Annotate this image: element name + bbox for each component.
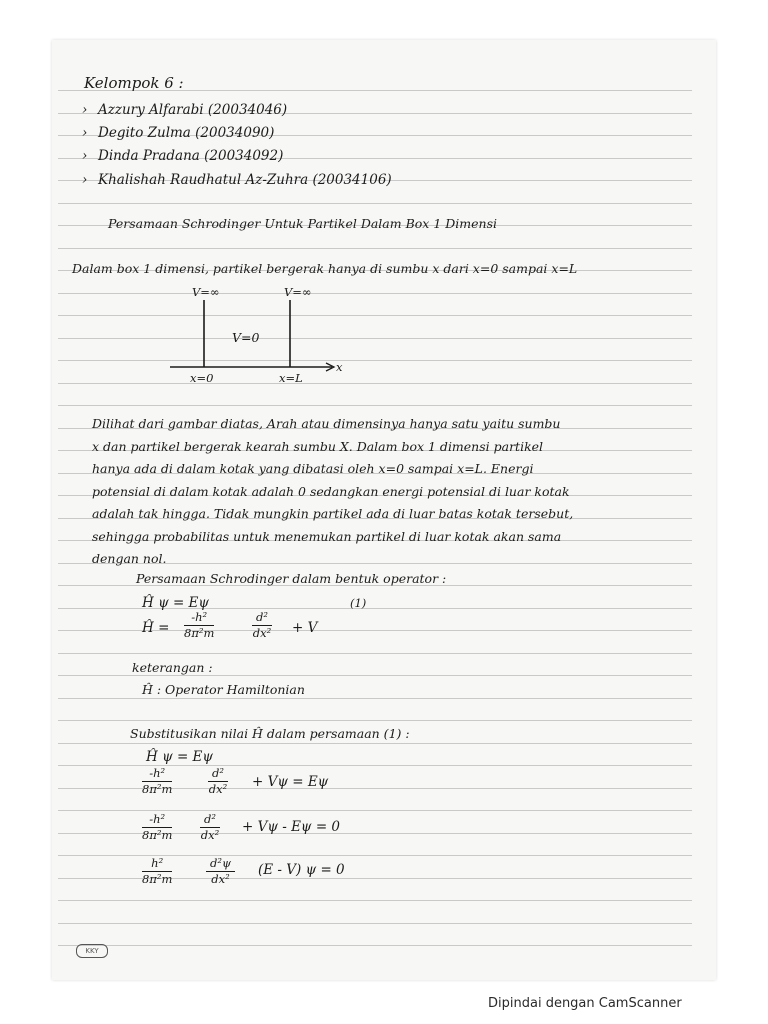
hamiltonian-lhs: Ĥ = [142, 620, 170, 636]
operator-heading: Persamaan Schrodinger dalam bentuk operator : [136, 571, 447, 586]
ruled-line [58, 315, 692, 316]
ruled-line [58, 945, 692, 946]
note-text: Ĥ : Operator Hamiltonian [142, 682, 305, 697]
inside-potential-label: V=0 [232, 330, 260, 345]
step-2-derivative-numerator: d² [208, 768, 228, 782]
left-tick-label: x=0 [190, 371, 214, 385]
right-wall-label: V=∞ [284, 285, 312, 299]
note-label: keterangan : [132, 660, 213, 675]
member-2: Degito Zulma (20034090) [98, 125, 275, 141]
explanation-line-5: adalah tak hingga. Tidak mungkin partikel ada di luar batas kotak tersebut, [92, 506, 574, 521]
step-4-derivative [206, 858, 235, 885]
step-4-tail: (E - V) ψ = 0 [258, 862, 345, 878]
derivative-numerator: d² [252, 612, 272, 626]
equation-1-ref: (1) [350, 596, 367, 610]
substitution-heading: Substitusikan nilai Ĥ dalam persamaan (1) : [130, 726, 410, 741]
hamiltonian-tail: + V [292, 620, 318, 636]
axis-label: x [336, 360, 343, 374]
coefficient-numerator: -h² [184, 612, 214, 626]
step-2-numerator: -h² [142, 768, 172, 782]
ruled-line [58, 810, 692, 811]
explanation-line-7: dengan nol. [92, 551, 167, 566]
member-1: Azzury Alfarabi (20034046) [98, 102, 288, 118]
right-tick-label: x=L [279, 371, 303, 385]
step-4-coefficient [142, 858, 172, 885]
ruled-line [58, 405, 692, 406]
step-3-denominator: 8π²m [142, 827, 173, 842]
step-3-numerator: -h² [142, 814, 172, 828]
explanation-line-6: sehingga probabilitas untuk menemukan partikel di luar kotak akan sama [92, 529, 562, 544]
ruled-line [58, 900, 692, 901]
derivative-denominator: dx² [252, 625, 272, 640]
left-wall-label: V=∞ [192, 285, 220, 299]
ruled-line [58, 360, 692, 361]
explanation-line-2: x dan partikel bergerak kearah sumbu X. Dalam box 1 dimensi partikel [92, 439, 544, 454]
ruled-line [58, 338, 692, 339]
step-2-derivative-denominator: dx² [208, 781, 228, 796]
notebook-brand-logo: KKY [76, 944, 108, 958]
second-derivative [252, 612, 272, 639]
ruled-line [58, 293, 692, 294]
step-4-derivative-denominator: dx² [211, 871, 230, 886]
explanation-line-3: hanya ada di dalam kotak yang dibatasi oleh x=0 sampai x=L. Energi [92, 461, 534, 476]
step-3-derivative [200, 814, 220, 841]
step-2-denominator: 8π²m [142, 781, 173, 796]
coefficient-denominator: 8π²m [184, 625, 215, 640]
member-3: Dinda Pradana (20034092) [98, 148, 284, 164]
step-4-denominator: 8π²m [142, 871, 173, 886]
explanation-line-1: Dilihat dari gambar diatas, Arah atau dimensinya hanya satu yaitu sumbu [92, 416, 561, 431]
group-title: Kelompok 6 : [84, 74, 184, 92]
ruled-line [58, 743, 692, 744]
bullet-icon: › [82, 148, 88, 164]
bullet-icon: › [82, 102, 88, 118]
equation-1: Ĥ ψ = Eψ [142, 595, 209, 611]
step-3-derivative-numerator: d² [200, 814, 220, 828]
step-3-derivative-denominator: dx² [200, 827, 220, 842]
ruled-line [58, 675, 692, 676]
explanation-line-4: potensial di dalam kotak adalah 0 sedangkan energi potensial di luar kotak [92, 484, 570, 499]
step-4-derivative-numerator: d²ψ [206, 858, 235, 872]
ruled-line [58, 203, 692, 204]
intro-text: Dalam box 1 dimensi, partikel bergerak hanya di sumbu x dari x=0 sampai x=L [72, 261, 578, 276]
step-3-tail: + Vψ - Eψ = 0 [242, 819, 341, 835]
topic-title: Persamaan Schrodinger Untuk Partikel Dalam Box 1 Dimensi [108, 216, 497, 231]
ruled-line [58, 248, 692, 249]
ruled-line [58, 698, 692, 699]
ruled-line [58, 383, 692, 384]
ruled-line [58, 923, 692, 924]
scanner-watermark: Dipindai dengan CamScanner [488, 996, 682, 1011]
member-4: Khalishah Raudhatul Az-Zuhra (20034106) [98, 172, 392, 188]
ruled-line [58, 720, 692, 721]
step-2-tail: + Vψ = Eψ [252, 774, 329, 790]
substitution-step-1: Ĥ ψ = Eψ [146, 749, 213, 765]
ruled-line [58, 653, 692, 654]
step-2-coefficient [142, 768, 172, 795]
hamiltonian-coefficient [184, 612, 214, 639]
step-2-derivative [208, 768, 228, 795]
bullet-icon: › [82, 125, 88, 141]
step-4-numerator: h² [142, 858, 172, 872]
step-3-coefficient [142, 814, 172, 841]
bullet-icon: › [82, 172, 88, 188]
